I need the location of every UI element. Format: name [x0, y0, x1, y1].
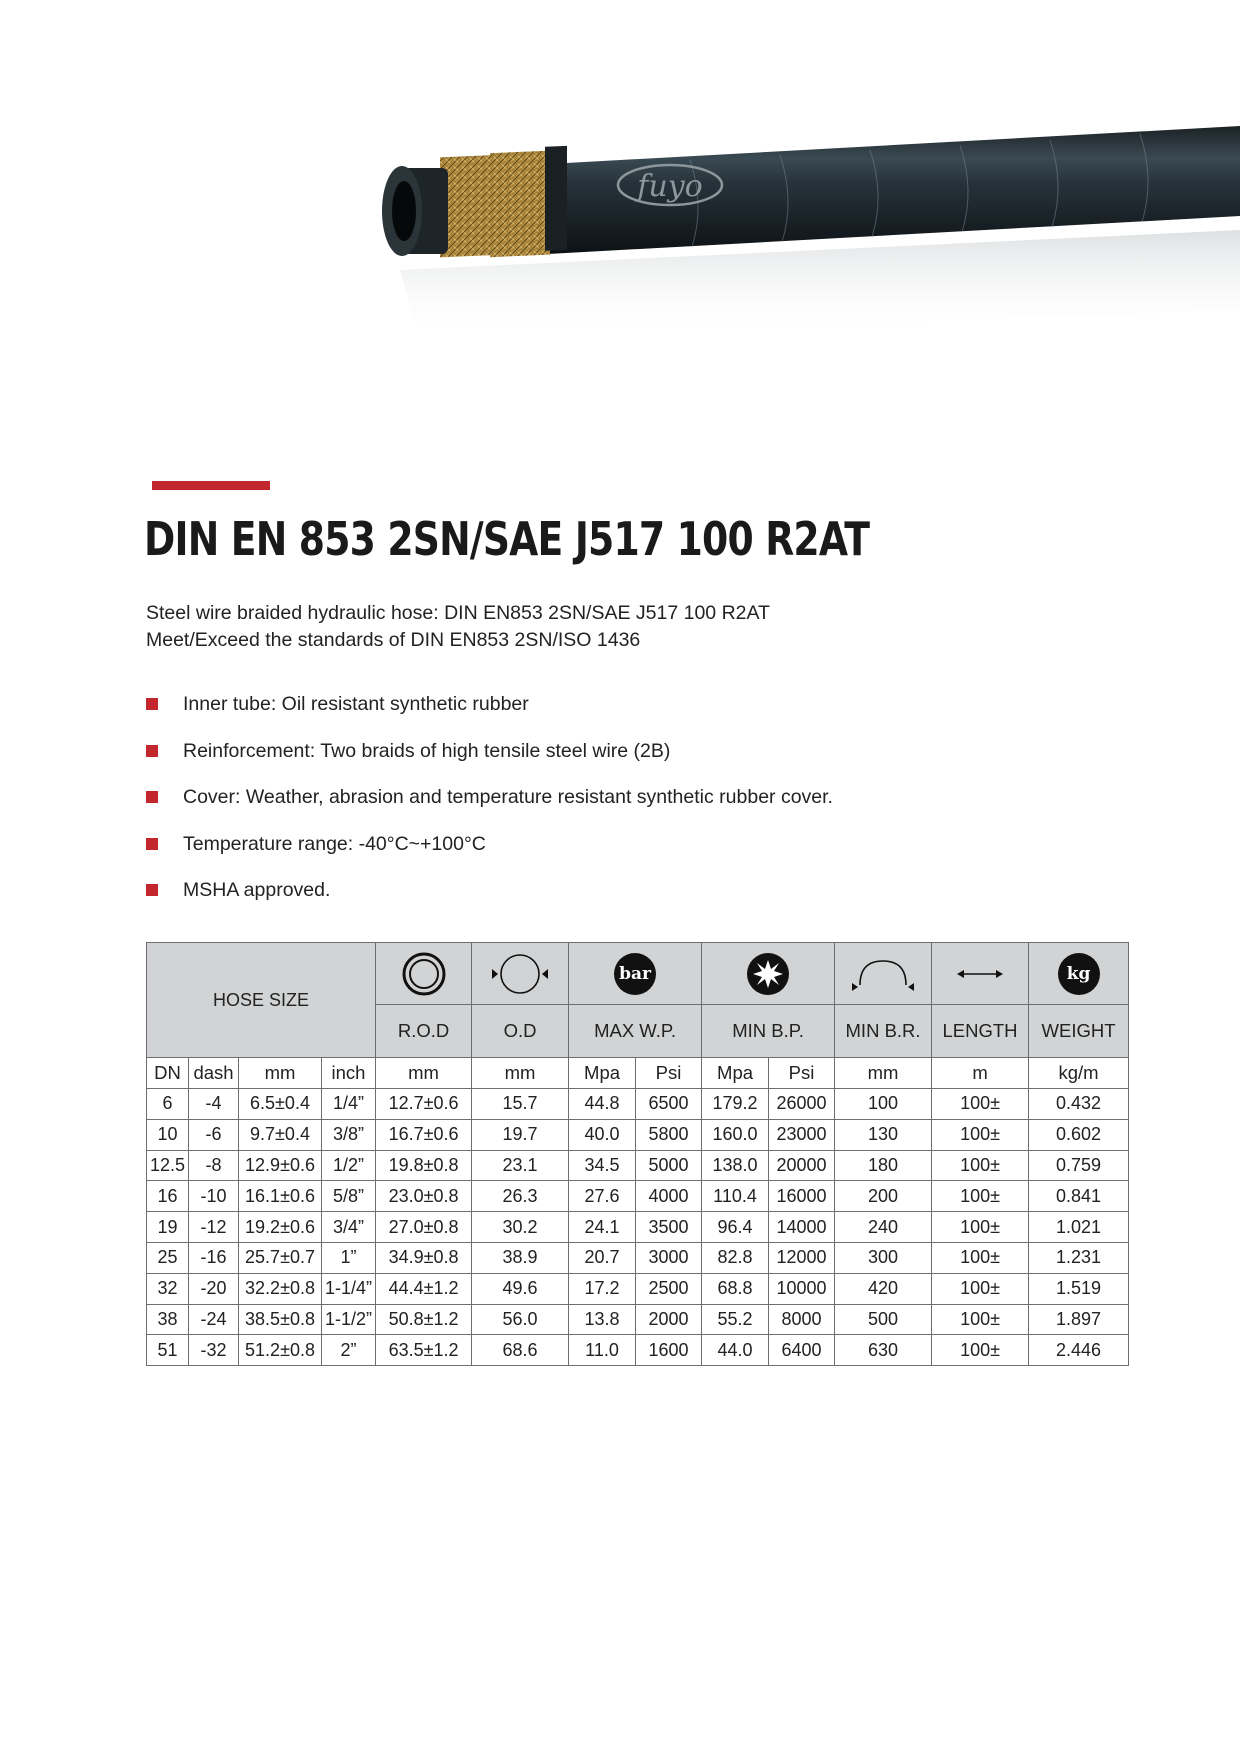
table-cell: -20 [189, 1273, 239, 1304]
table-cell: 138.0 [702, 1150, 769, 1181]
intro-line: Meet/Exceed the standards of DIN EN853 2SN/ISO 1436 [146, 629, 641, 651]
table-cell: 19.7 [472, 1119, 569, 1150]
table-cell: 49.6 [472, 1273, 569, 1304]
table-cell: 16000 [769, 1181, 835, 1212]
table-cell: 16.7±0.6 [376, 1119, 472, 1150]
table-cell: 10000 [769, 1273, 835, 1304]
table-cell: 1/2” [322, 1150, 376, 1181]
table-row [147, 1150, 1129, 1181]
table-cell: 130 [835, 1119, 932, 1150]
table-cell: 100 [835, 1089, 932, 1120]
table-cell: 3500 [636, 1212, 702, 1243]
table-cell: 300 [835, 1242, 932, 1273]
table-cell: 27.0±0.8 [376, 1212, 472, 1243]
table-cell: 13.8 [569, 1304, 636, 1335]
table-cell: 100± [932, 1242, 1029, 1273]
unit-header-cell: m [932, 1058, 1029, 1089]
table-cell: 12.5 [147, 1150, 189, 1181]
table-row [147, 1212, 1129, 1243]
spec-table-body [147, 1089, 1129, 1366]
bullet-square-icon [146, 884, 158, 896]
table-cell: 27.6 [569, 1181, 636, 1212]
table-cell: 500 [835, 1304, 932, 1335]
unit-header-cell: mm [472, 1058, 569, 1089]
table-cell: 30.2 [472, 1212, 569, 1243]
br-icon-cell [835, 943, 932, 1005]
table-cell: 0.432 [1029, 1089, 1129, 1120]
length-arrow-icon [955, 964, 1005, 984]
bend-radius-icon [846, 951, 920, 997]
table-cell: 200 [835, 1181, 932, 1212]
table-cell: 1.021 [1029, 1212, 1129, 1243]
col-header-max-wp: MAX W.P. [569, 1005, 702, 1058]
bullet-square-icon [146, 791, 158, 803]
table-cell: 100± [932, 1273, 1029, 1304]
reinforcement-od-icon [401, 951, 447, 997]
table-cell: 100± [932, 1150, 1029, 1181]
table-cell: 100± [932, 1181, 1029, 1212]
table-cell: 23.0±0.8 [376, 1181, 472, 1212]
table-cell: 11.0 [569, 1335, 636, 1366]
unit-header-cell: kg/m [1029, 1058, 1129, 1089]
table-cell: 38.5±0.8 [239, 1304, 322, 1335]
col-header-length: LENGTH [932, 1005, 1029, 1058]
burst-pressure-icon [746, 952, 790, 996]
unit-header-cell: DN [147, 1058, 189, 1089]
table-cell: 180 [835, 1150, 932, 1181]
table-row [147, 1335, 1129, 1366]
col-header-min-bp: MIN B.P. [702, 1005, 835, 1058]
feature-item: Cover: Weather, abrasion and temperature resistant synthetic rubber cover. [146, 783, 833, 830]
table-row [147, 1304, 1129, 1335]
table-cell: -8 [189, 1150, 239, 1181]
table-cell: 630 [835, 1335, 932, 1366]
table-cell: 44.8 [569, 1089, 636, 1120]
table-cell: 10 [147, 1119, 189, 1150]
table-cell: 110.4 [702, 1181, 769, 1212]
table-cell: 32.2±0.8 [239, 1273, 322, 1304]
table-cell: 17.2 [569, 1273, 636, 1304]
table-cell: 26000 [769, 1089, 835, 1120]
table-cell: 2500 [636, 1273, 702, 1304]
feature-item: Inner tube: Oil resistant synthetic rubber [146, 690, 833, 737]
table-cell: 1-1/2” [322, 1304, 376, 1335]
unit-header-cell: mm [376, 1058, 472, 1089]
table-cell: -12 [189, 1212, 239, 1243]
unit-header-cell: Mpa [569, 1058, 636, 1089]
table-cell: 2” [322, 1335, 376, 1366]
table-cell: 160.0 [702, 1119, 769, 1150]
table-cell: 14000 [769, 1212, 835, 1243]
table-cell: 3/4” [322, 1212, 376, 1243]
length-icon-cell [932, 943, 1029, 1005]
table-cell: -24 [189, 1304, 239, 1335]
table-cell: 1.231 [1029, 1242, 1129, 1273]
table-cell: -16 [189, 1242, 239, 1273]
table-cell: 5000 [636, 1150, 702, 1181]
unit-header-cell: inch [322, 1058, 376, 1089]
table-cell: 19.8±0.8 [376, 1150, 472, 1181]
unit-header-cell: dash [189, 1058, 239, 1089]
col-header-rod: R.O.D [376, 1005, 472, 1058]
table-cell: 1/4” [322, 1089, 376, 1120]
table-cell: 6 [147, 1089, 189, 1120]
table-cell: 68.8 [702, 1273, 769, 1304]
unit-header-cell: Mpa [702, 1058, 769, 1089]
table-cell: 38.9 [472, 1242, 569, 1273]
table-cell: 3000 [636, 1242, 702, 1273]
table-cell: 40.0 [569, 1119, 636, 1150]
kg-icon: kg [1058, 953, 1100, 995]
bp-icon-cell [702, 943, 835, 1005]
hose-product-image [380, 120, 1240, 380]
table-cell: 1.897 [1029, 1304, 1129, 1335]
table-cell: 12.9±0.6 [239, 1150, 322, 1181]
table-row [147, 1273, 1129, 1304]
table-cell: 179.2 [702, 1089, 769, 1120]
bullet-square-icon [146, 698, 158, 710]
table-row [147, 1119, 1129, 1150]
table-cell: 1” [322, 1242, 376, 1273]
table-cell: 5800 [636, 1119, 702, 1150]
table-cell: -32 [189, 1335, 239, 1366]
table-cell: 82.8 [702, 1242, 769, 1273]
table-cell: 25 [147, 1242, 189, 1273]
table-cell: -6 [189, 1119, 239, 1150]
table-cell: 6.5±0.4 [239, 1089, 322, 1120]
table-cell: 44.4±1.2 [376, 1273, 472, 1304]
table-cell: 96.4 [702, 1212, 769, 1243]
table-cell: 26.3 [472, 1181, 569, 1212]
table-cell: 34.5 [569, 1150, 636, 1181]
table-cell: 68.6 [472, 1335, 569, 1366]
table-cell: 1.519 [1029, 1273, 1129, 1304]
table-cell: 51.2±0.8 [239, 1335, 322, 1366]
table-cell: 6400 [769, 1335, 835, 1366]
table-cell: -10 [189, 1181, 239, 1212]
table-cell: 4000 [636, 1181, 702, 1212]
unit-header-row [147, 1058, 1129, 1089]
table-cell: 44.0 [702, 1335, 769, 1366]
table-cell: 25.7±0.7 [239, 1242, 322, 1273]
col-header-min-br: MIN B.R. [835, 1005, 932, 1058]
table-row [147, 1089, 1129, 1120]
table-cell: 100± [932, 1304, 1029, 1335]
spec-table [146, 942, 1129, 1366]
table-cell: 0.759 [1029, 1150, 1129, 1181]
table-cell: 56.0 [472, 1304, 569, 1335]
table-cell: 0.841 [1029, 1181, 1129, 1212]
table-cell: 23000 [769, 1119, 835, 1150]
col-header-od: O.D [472, 1005, 569, 1058]
bullet-square-icon [146, 745, 158, 757]
table-cell: 19 [147, 1212, 189, 1243]
bullet-square-icon [146, 838, 158, 850]
table-row [147, 1181, 1129, 1212]
accent-rule [152, 481, 270, 490]
table-cell: 16.1±0.6 [239, 1181, 322, 1212]
table-cell: 9.7±0.4 [239, 1119, 322, 1150]
table-cell: 8000 [769, 1304, 835, 1335]
table-cell: 34.9±0.8 [376, 1242, 472, 1273]
weight-icon-cell [1029, 943, 1129, 1005]
table-cell: 100± [932, 1212, 1029, 1243]
table-cell: 12000 [769, 1242, 835, 1273]
col-header-weight: WEIGHT [1029, 1005, 1129, 1058]
feature-list [146, 690, 833, 923]
table-cell: 1600 [636, 1335, 702, 1366]
table-cell: 51 [147, 1335, 189, 1366]
svg-text:fuyo: fuyo [637, 169, 703, 204]
unit-header-cell: mm [239, 1058, 322, 1089]
unit-header-cell: mm [835, 1058, 932, 1089]
table-cell: 19.2±0.6 [239, 1212, 322, 1243]
table-cell: 32 [147, 1273, 189, 1304]
table-cell: 2000 [636, 1304, 702, 1335]
table-cell: 100± [932, 1335, 1029, 1366]
table-cell: 55.2 [702, 1304, 769, 1335]
table-cell: 24.1 [569, 1212, 636, 1243]
table-cell: 20000 [769, 1150, 835, 1181]
table-cell: 12.7±0.6 [376, 1089, 472, 1120]
hose-size-header: HOSE SIZE [147, 943, 376, 1058]
table-cell: -4 [189, 1089, 239, 1120]
table-cell: 420 [835, 1273, 932, 1304]
table-cell: 3/8” [322, 1119, 376, 1150]
table-cell: 15.7 [472, 1089, 569, 1120]
rod-icon-cell [376, 943, 472, 1005]
table-cell: 2.446 [1029, 1335, 1129, 1366]
feature-item: MSHA approved. [146, 876, 833, 923]
unit-header-cell: Psi [636, 1058, 702, 1089]
intro-line: Steel wire braided hydraulic hose: DIN EN853 2SN/SAE J517 100 R2AT [146, 602, 770, 624]
table-cell: 0.602 [1029, 1119, 1129, 1150]
feature-item: Temperature range: -40°C~+100°C [146, 830, 833, 877]
table-cell: 16 [147, 1181, 189, 1212]
table-cell: 63.5±1.2 [376, 1335, 472, 1366]
intro-text [146, 600, 770, 654]
wp-icon-cell [569, 943, 702, 1005]
table-cell: 50.8±1.2 [376, 1304, 472, 1335]
table-cell: 1-1/4” [322, 1273, 376, 1304]
bar-icon: bar [614, 953, 656, 995]
table-cell: 100± [932, 1119, 1029, 1150]
table-cell: 240 [835, 1212, 932, 1243]
feature-item: Reinforcement: Two braids of high tensile steel wire (2B) [146, 737, 833, 784]
table-cell: 20.7 [569, 1242, 636, 1273]
page-title: DIN EN 853 2SN/SAE J517 100 R2AT [144, 512, 870, 566]
table-row [147, 1242, 1129, 1273]
outer-diameter-icon [488, 951, 552, 997]
table-cell: 5/8” [322, 1181, 376, 1212]
table-cell: 6500 [636, 1089, 702, 1120]
table-cell: 38 [147, 1304, 189, 1335]
table-cell: 100± [932, 1089, 1029, 1120]
od-icon-cell [472, 943, 569, 1005]
unit-header-cell: Psi [769, 1058, 835, 1089]
table-cell: 23.1 [472, 1150, 569, 1181]
